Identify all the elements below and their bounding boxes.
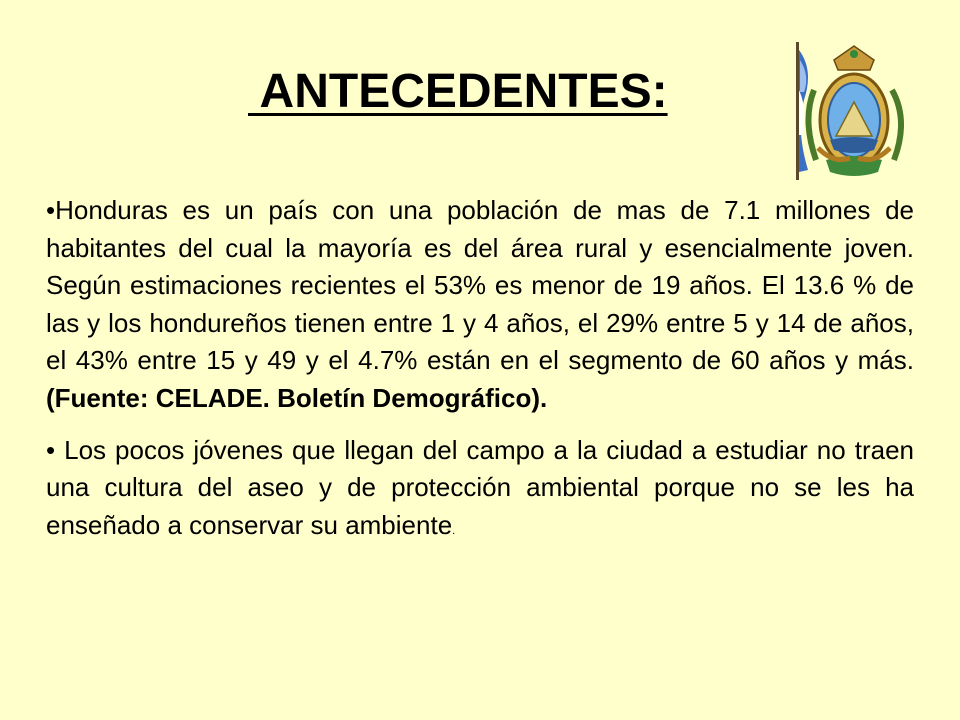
body-text [46, 192, 914, 550]
slide-title: ANTECEDENTES: [248, 65, 668, 118]
bullet-marker: • [46, 434, 65, 465]
bullet-marker: • [46, 195, 56, 225]
bullet-paragraph-youth-culture [46, 432, 914, 551]
honduras-coat-of-arms-icon [774, 40, 914, 182]
paragraph-end-mark: . [452, 524, 456, 537]
source-citation: (Fuente: CELADE. Boletín Demográfico). [46, 382, 548, 413]
paragraph-text: Los pocos jóvenes que llegan del campo a la ciudad a estudiar no traen una cultura del aseo y de protección ambiental porque no se les ha enseñado a conservar su ambiente [46, 434, 914, 540]
paragraph-text: Honduras es un país con una población de mas de 7.1 millones de habitantes del cual la mayoría es del área rural y esencialmente joven. Según estimaciones recientes el 53% es menor de 19 años. El 13.6 % de las y los hondureños tienen entre 1 y 4 años, el 29% entre 5 y 14 de años, el 43% entre 15 y 49 y el 4.7% están en el segmento de 60 años y más. [46, 195, 914, 376]
bullet-paragraph-population [46, 192, 914, 418]
